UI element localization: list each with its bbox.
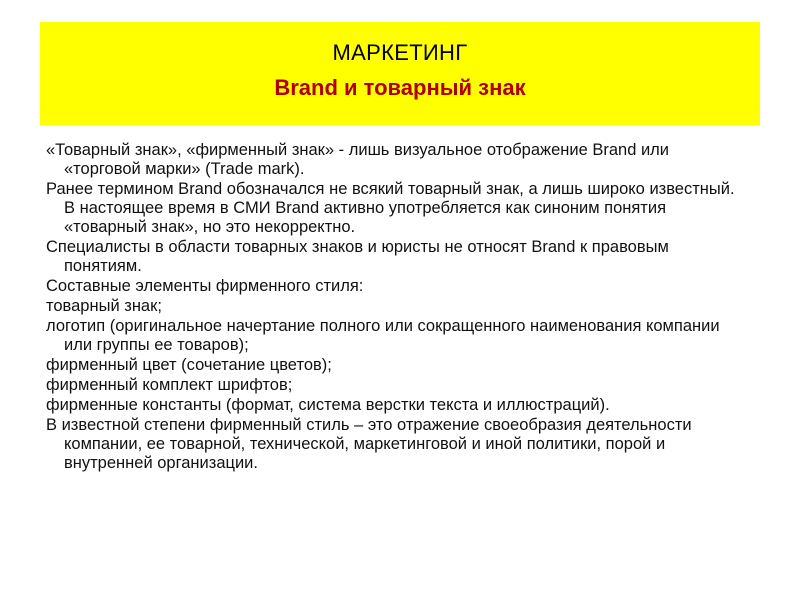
paragraph-conclusion: В известной степени фирменный стиль – это отражение своеобразия деятельности компании, ее товарной, технической, маркетинговой и иной политики, порой и внутренней организации.	[46, 416, 692, 472]
title-banner	[40, 22, 760, 125]
slide-body	[46, 141, 746, 474]
list-item-constants: фирменные константы (формат, система верстки текста и иллюстраций).	[46, 396, 610, 414]
list-item-logo: логотип (оригинальное начертание полного или сокращенного наименования компании или группы ее товаров);	[46, 317, 720, 354]
slide-subtitle: Brand и товарный знак	[274, 75, 526, 100]
paragraph-trademark-definition: «Товарный знак», «фирменный знак» - лишь визуальное отображение Brand или «торговой марки» (Trade mark).	[46, 141, 670, 178]
paragraph-brand-history: Ранее термином Brand обозначался не всякий товарный знак, а лишь широко известный. В настоящее время в СМИ Brand активно употребляется как синоним понятия «товарный знак», но это некорректно.	[46, 180, 735, 236]
paragraph-style-elements-heading: Составные элементы фирменного стиля:	[46, 277, 364, 295]
paragraph-legal-status: Специалисты в области товарных знаков и юристы не относят Brand к правовым понятиям.	[46, 238, 669, 275]
list-item-fonts: фирменный комплект шрифтов;	[46, 376, 293, 394]
list-item-brand-color: фирменный цвет (сочетание цветов);	[46, 356, 332, 374]
slide-title: МАРКЕТИНГ	[332, 40, 468, 65]
list-item-trademark: товарный знак;	[46, 297, 162, 315]
